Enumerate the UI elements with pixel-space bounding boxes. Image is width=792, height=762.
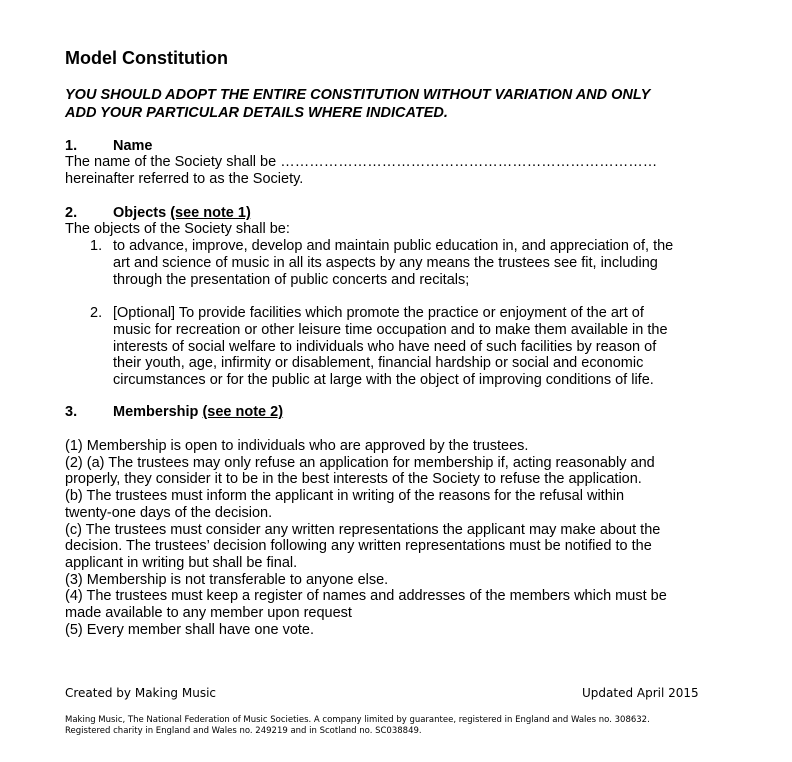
clause-line: (3) Membership is not transferable to anyone else. [65, 571, 389, 588]
section-number: 3. [65, 404, 78, 420]
clause-line: (4) The trustees must keep a register of names and addresses of the members which must be [65, 588, 667, 605]
clause-line: applicant in writing but shall be final. [65, 554, 298, 571]
list-item-line: art and science of music in all its aspects by any means the trustees see fit, including [113, 254, 658, 271]
clause-line: (2) (a) The trustees may only refuse an application for membership if, acting reasonably and [65, 454, 655, 471]
section-number: 1. [65, 138, 78, 154]
clause-line: (1) Membership is open to individuals who are approved by the trustees. [65, 438, 529, 454]
clause-line: decision. The trustees’ decision following any written representations must be notified to the [65, 538, 652, 555]
clause-line: (b) The trustees must inform the applicant in writing of the reasons for the refusal within [65, 488, 625, 505]
section-number: 2. [65, 205, 78, 221]
page-title: Model Constitution [65, 48, 228, 68]
clause-line: (5) Every member shall have one vote. [65, 621, 315, 638]
section-title: Name [113, 138, 153, 154]
list-item-line: through the presentation of public concerts and recitals; [113, 271, 470, 288]
section-title: Membership [113, 404, 199, 420]
clause-line: made available to any member upon request [65, 605, 352, 622]
clause-line: twenty-one days of the decision. [65, 504, 273, 521]
warning-line: ADD YOUR PARTICULAR DETAILS WHERE INDICATED. [65, 105, 448, 121]
list-item-line: interests of social welfare to individuals who have need of such facilities by reason of [113, 338, 657, 355]
list-item-line: music for recreation or other leisure time occupation and to make them available in the [113, 321, 668, 338]
society-name-line: The name of the Society shall be …………………………………………………………………… [65, 154, 658, 170]
see-note-1-link[interactable]: (see note 1) [170, 205, 251, 221]
adoption-warning [65, 86, 745, 122]
membership-clauses [65, 438, 725, 638]
section-3-heading [65, 404, 283, 420]
list-number: 2. [90, 305, 103, 321]
section-title: Objects [113, 205, 167, 221]
clause-line: (c) The trustees must consider any written representations the applicant may make about the [65, 521, 661, 538]
list-item-line: their youth, age, infirmity or disablement, financial hardship or social and economic [113, 355, 644, 372]
footer-created-by: Created by Making Music [65, 686, 217, 700]
list-item-line: [Optional] To provide facilities which promote the practice or enjoyment of the art of [113, 305, 644, 321]
body-text: hereinafter referred to as the Society. [65, 171, 304, 187]
see-note-2-link[interactable]: (see note 2) [202, 404, 284, 420]
warning-line: YOU SHOULD ADOPT THE ENTIRE CONSTITUTION WITHOUT VARIATION AND ONLY [65, 87, 651, 103]
list-number: 1. [90, 238, 103, 254]
legal-line: Registered charity in England and Wales no. 249219 and in Scotland no. SC038849. [65, 726, 422, 736]
footer-updated-date: Updated April 2015 [582, 686, 699, 700]
section-2-heading [65, 205, 251, 221]
list-item-line: circumstances or for the public at large with the object of improving conditions of life. [113, 372, 654, 389]
body-text: The objects of the Society shall be: [65, 221, 290, 237]
legal-line: Making Music, The National Federation of Music Societies. A company limited by guarantee, registered in England and Wales no. 308632. [65, 715, 650, 725]
clause-line: properly, they consider it to be in the best interests of the Society to refuse the application. [65, 471, 642, 488]
footer-legal-text [65, 715, 650, 737]
list-item-line: to advance, improve, develop and maintain public education in, and appreciation of, the [113, 238, 674, 254]
section-1-heading [65, 138, 153, 154]
